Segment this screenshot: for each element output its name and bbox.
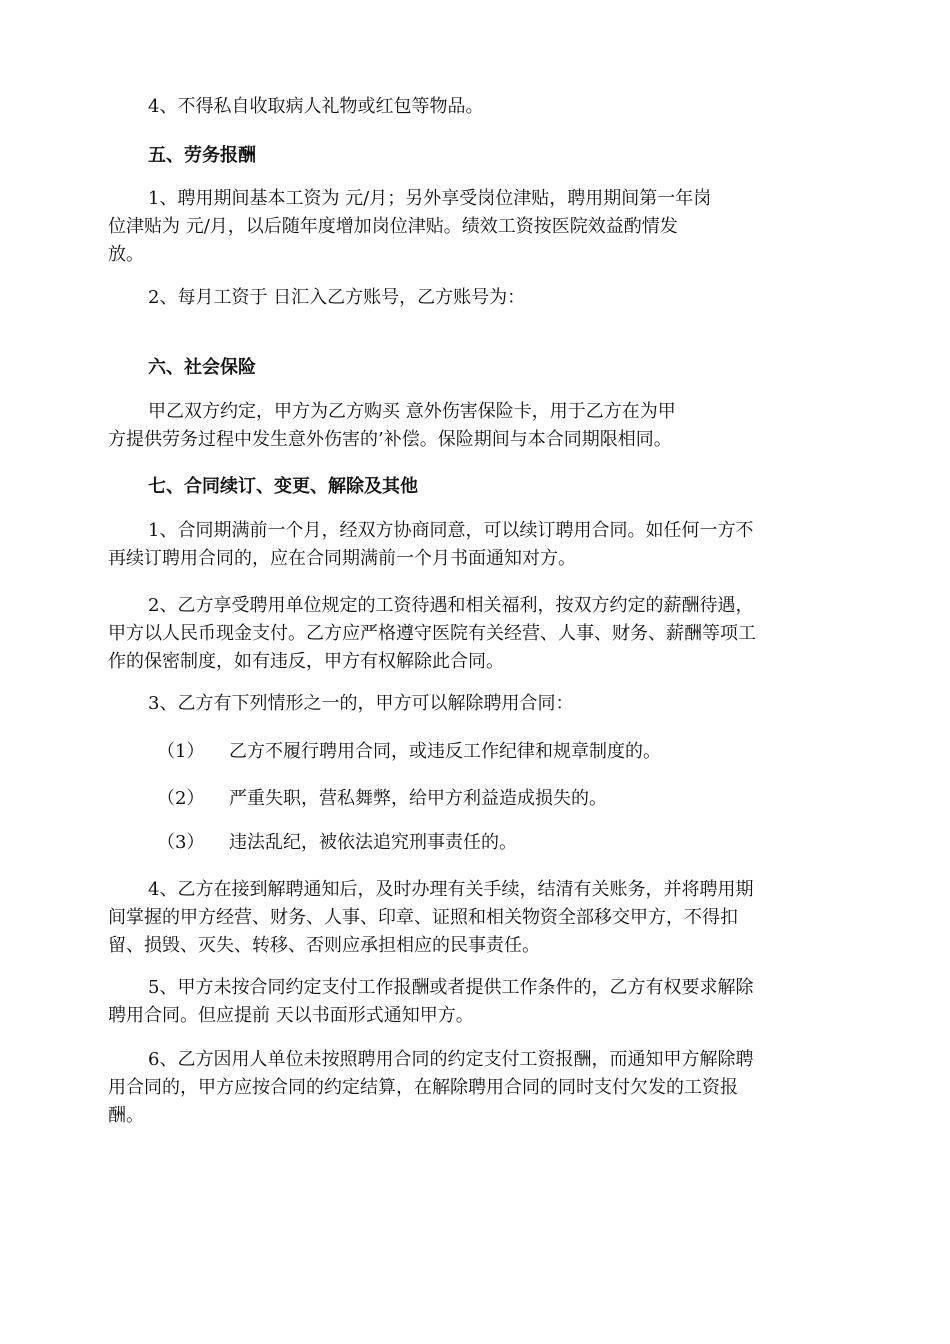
paragraph-employee-termination-right (108, 974, 848, 1030)
text-line: 酬。 (108, 1105, 144, 1126)
list-number: （2） (157, 788, 205, 809)
text-line: 用合同的，甲方应按合同的约定结算，在解除聘用合同的同时支付欠发的工资报 (108, 1077, 738, 1098)
list-number: （1） (157, 741, 205, 762)
text-line: 放。 (108, 244, 144, 265)
list-item (157, 785, 607, 813)
text-line: 4、乙方在接到解聘通知后，及时办理有关手续，结清有关账务，并将聘用期 (148, 879, 754, 900)
text-line: 作的保密制度，如有违反，甲方有权解除此合同。 (108, 651, 504, 672)
text-line: 5、甲方未按合同约定支付工作报酬或者提供工作条件的，乙方有权要求解除 (148, 977, 754, 998)
text-line: 2、每月工资于 日汇入乙方账号，乙方账号为： (148, 287, 526, 308)
text-line: 6、乙方因用人单位未按照聘用合同的约定支付工资报酬，而通知甲方解除聘 (148, 1049, 754, 1070)
paragraph-dismissal-handover (108, 876, 848, 960)
text-line: 3、乙方有下列情形之一的，甲方可以解除聘用合同： (148, 693, 574, 714)
paragraph-benefits (108, 592, 848, 676)
paragraph-salary-date (108, 284, 848, 312)
section-heading-remuneration: 五、劳务报酬 (148, 145, 256, 166)
paragraph-termination-conditions (108, 690, 848, 718)
text-line: 留、损毁、灭失、转移、否则应承担相应的民事责任。 (108, 935, 540, 956)
paragraph-insurance (108, 398, 848, 454)
text-line: 甲乙双方约定，甲方为乙方购买 意外伤害保险卡，用于乙方在为甲 (148, 401, 676, 422)
text-line: 方提供劳务过程中发生意外伤害的’补偿。保险期间与本合同期限相同。 (108, 429, 672, 450)
paragraph-unpaid-wages (108, 1046, 848, 1130)
section-heading-insurance: 六、社会保险 (148, 357, 256, 378)
paragraph-renewal (108, 517, 848, 573)
list-text: 严重失职，营私舞弊，给甲方利益造成损失的。 (229, 788, 607, 809)
text-line: 1、合同期满前一个月，经双方协商同意，可以续订聘用合同。如任何一方不 (148, 520, 754, 541)
text-line: 再续订聘用合同的，应在合同期满前一个月书面通知对方。 (108, 548, 576, 569)
text-line: 4、不得私自收取病人礼物或红包等物品。 (148, 96, 484, 117)
text-line: 间掌握的甲方经营、财务、人事、印章、证照和相关物资全部移交甲方，不得扣 (108, 907, 738, 928)
text-line: 1、聘用期间基本工资为 元/月；另外享受岗位津贴，聘用期间第一年岗 (148, 188, 712, 209)
text-line: 聘用合同。但应提前 天以书面形式通知甲方。 (108, 1005, 474, 1026)
text-line: 2、乙方享受聘用单位规定的工资待遇和相关福利，按双方约定的薪酬待遇， (148, 595, 754, 616)
list-item (157, 829, 517, 857)
list-text: 违法乱纪，被依法追究刑事责任的。 (229, 832, 517, 853)
clause-4-gifts (108, 93, 848, 121)
list-number: （3） (157, 832, 205, 853)
list-item (157, 738, 661, 766)
text-line: 甲方以人民币现金支付。乙方应严格遵守医院有关经营、人事、财务、薪酬等项工 (108, 623, 756, 644)
paragraph-basic-salary (108, 185, 848, 269)
section-heading-renewal: 七、合同续订、变更、解除及其他 (148, 476, 418, 497)
text-line: 位津贴为 元/月，以后随年度增加岗位津贴。绩效工资按医院效益酌情发 (108, 216, 678, 237)
list-text: 乙方不履行聘用合同，或违反工作纪律和规章制度的。 (229, 741, 661, 762)
